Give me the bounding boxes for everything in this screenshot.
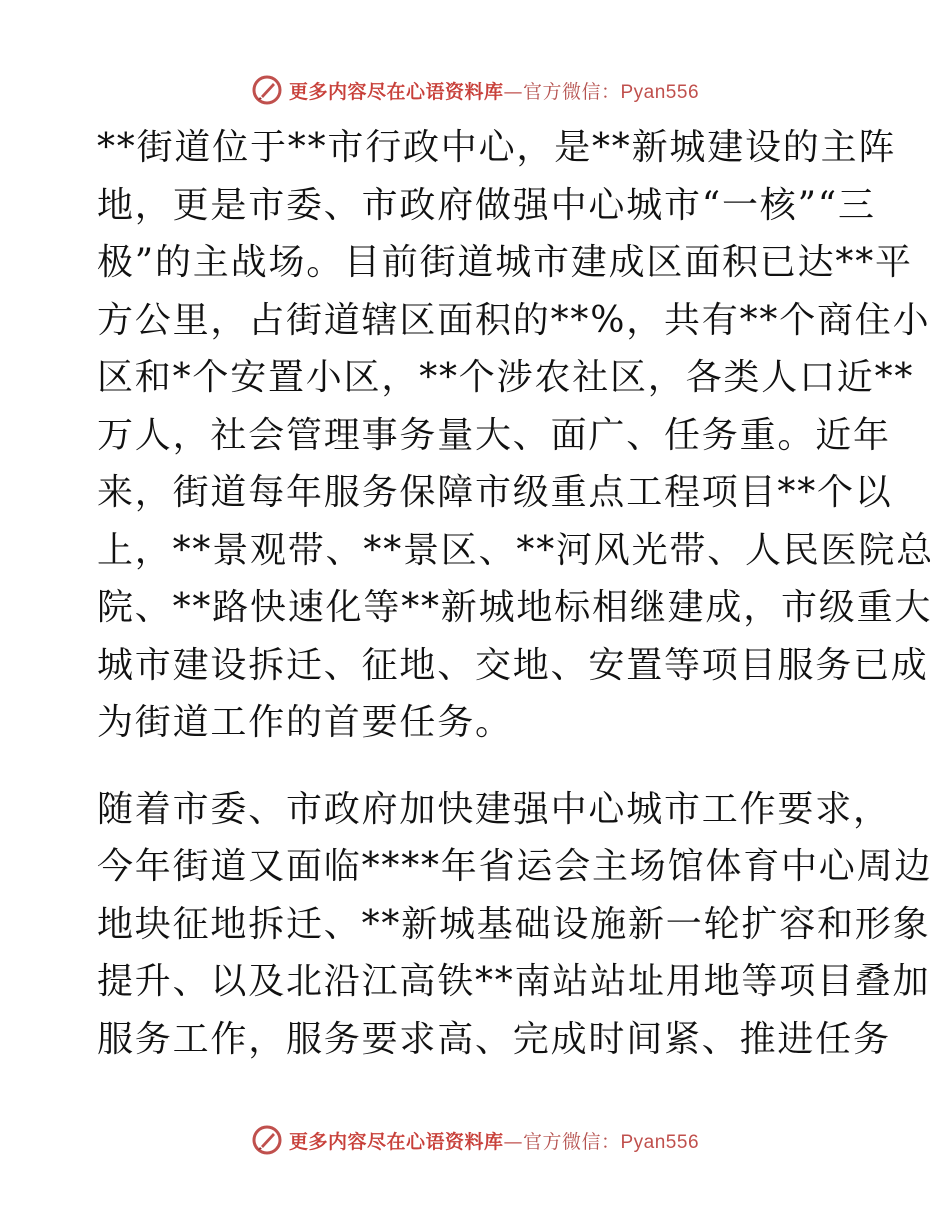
paragraph-line: 提升、以及北沿江高铁**南站站址用地等项目叠加: [97, 961, 931, 1002]
footer-banner-lead: 更多内容尽在心语资料库: [288, 1130, 504, 1153]
paragraph-line: 今年街道又面临****年省运会主场馆体育中心周边: [97, 846, 933, 887]
paragraph-line: 城市建设拆迁、征地、交地、安置等项目服务已成: [97, 644, 929, 686]
paragraph-line: 方公里，占街道辖区面积的**%，共有**个商住小: [97, 299, 931, 341]
paragraph-1: [97, 119, 934, 752]
header-banner: [0, 70, 950, 110]
paragraph-line: 服务工作，服务要求高、完成时间紧、推进任务: [97, 1018, 891, 1060]
paragraph-line: 地，更是市委、市政府做强中心城市“一核”“三: [97, 184, 876, 226]
paragraph-line: 地块征地拆迁、**新城基础设施新一轮扩容和形象: [97, 903, 931, 945]
paragraph-line: 区和*个安置小区，**个涉农社区，各类人口近**: [97, 357, 915, 398]
paragraph-line: 随着市委、市政府加快建强中心城市工作要求，: [97, 788, 891, 830]
document-body: [97, 119, 934, 1068]
footer-wechat-id: Pyan556: [620, 1131, 700, 1153]
paragraph-line: 万人，社会管理事务量大、面广、任务重。近年: [97, 414, 891, 456]
footer-wechat-label: 官方微信：: [522, 1130, 621, 1153]
paragraph-2: [97, 781, 933, 1069]
pen-nib-logo-icon: [251, 74, 283, 106]
header-wechat-id: Pyan556: [620, 81, 700, 103]
header-banner-dash: —: [503, 80, 523, 103]
footer-banner: [0, 1120, 950, 1160]
paragraph-line: **街道位于**市行政中心，是**新城建设的主阵: [97, 127, 897, 168]
paragraph-line: 为街道工作的首要任务。: [97, 702, 513, 743]
paragraph-line: 来，街道每年服务保障市级重点工程项目**个以: [97, 472, 893, 513]
footer-banner-text: [289, 1127, 699, 1154]
header-banner-lead: 更多内容尽在心语资料库: [288, 80, 504, 103]
footer-banner-dash: —: [503, 1130, 523, 1153]
paragraph-line: 院、**路快速化等**新城地标相继建成，市级重大: [97, 587, 933, 628]
pen-nib-logo-icon: [251, 1124, 283, 1156]
paragraph-line: 极”的主战场。目前街道城市建成区面积已达**平: [97, 242, 913, 283]
paragraph-line: 上，**景观带、**景区、**河风光带、人民医院总: [97, 529, 934, 571]
header-wechat-label: 官方微信：: [522, 80, 621, 103]
header-banner-text: [289, 77, 699, 104]
